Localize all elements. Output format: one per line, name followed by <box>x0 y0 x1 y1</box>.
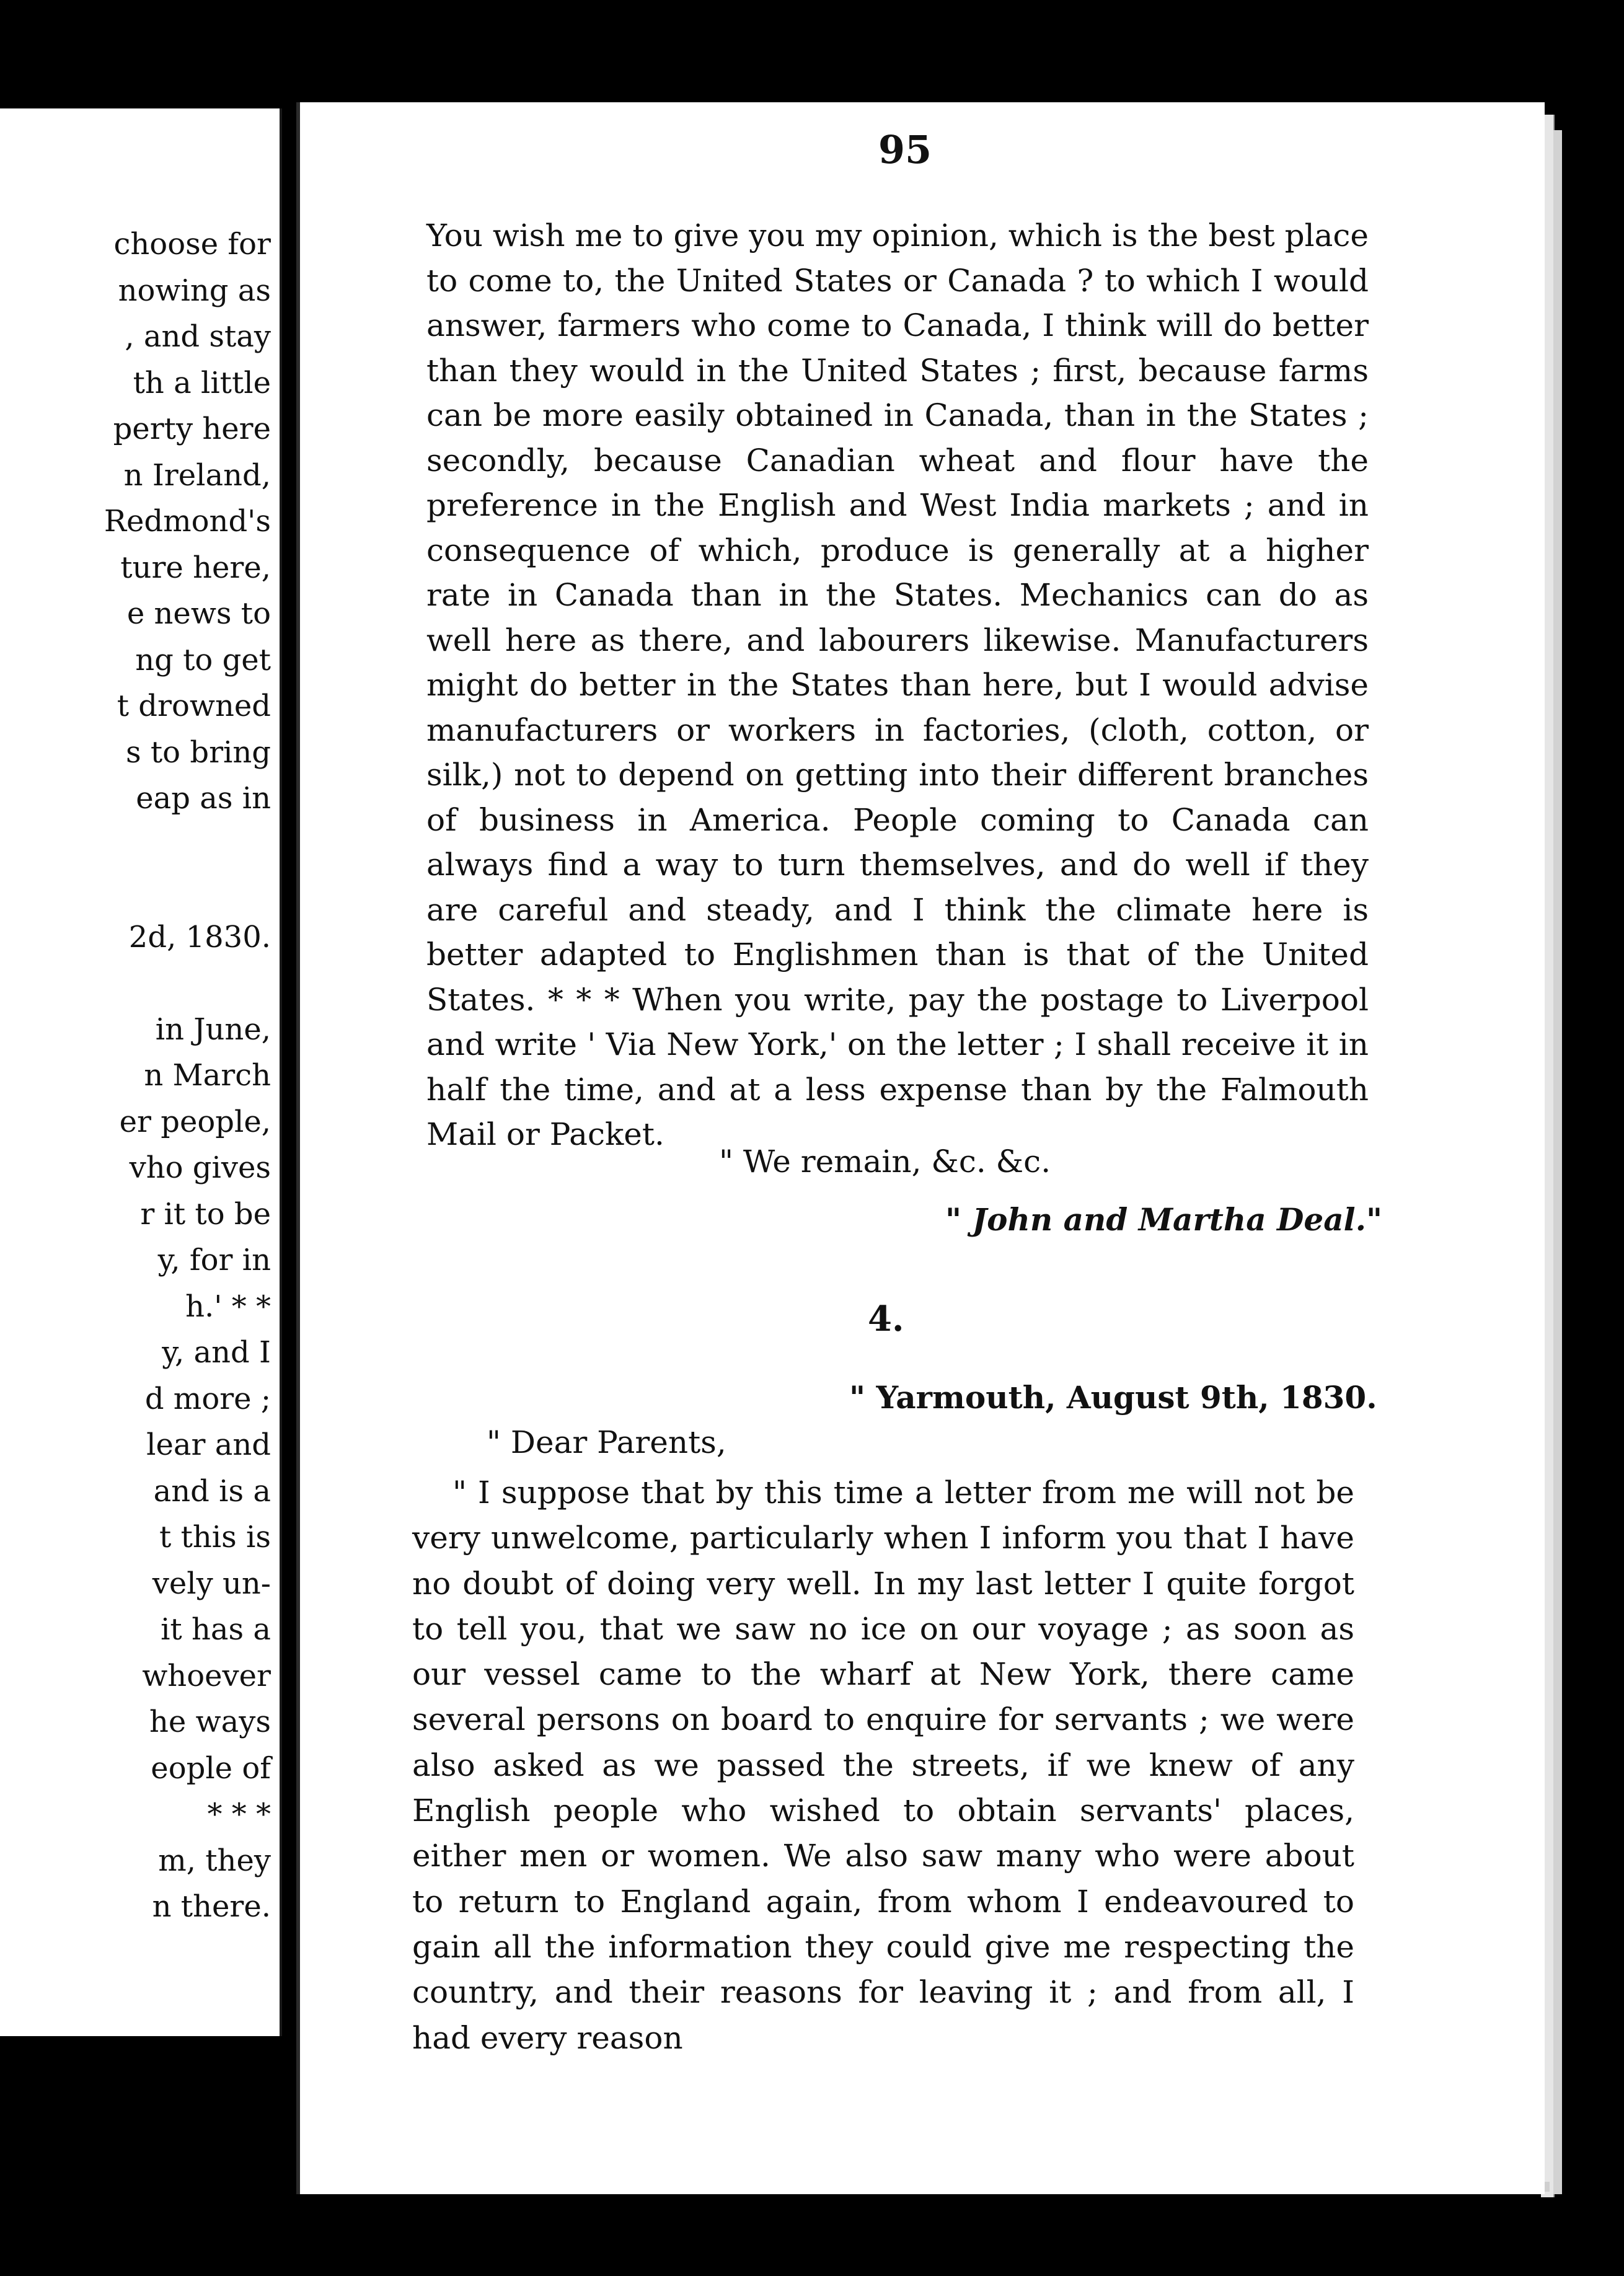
left-page-line: and is a <box>153 1473 271 1509</box>
letter-3-body <box>426 213 1369 1157</box>
left-page-line: eople of <box>151 1750 271 1786</box>
letter-number: 4. <box>868 1299 904 1339</box>
left-page-line: in June, <box>155 1012 271 1047</box>
left-page-line: n Ireland, <box>123 457 271 493</box>
left-page-line: nowing as <box>118 273 271 308</box>
left-page-line: 2d, 1830. <box>128 919 271 955</box>
left-page-line: ng to get <box>135 642 271 677</box>
letter-dateline: " Yarmouth, August 9th, 1830. <box>849 1379 1377 1416</box>
left-page-line: choose for <box>113 227 271 262</box>
left-page-line: perty here <box>113 412 271 446</box>
left-page-line: y, for in <box>157 1243 271 1277</box>
left-page-line: s to bring <box>126 734 271 770</box>
left-page-line: eap as in <box>136 781 271 816</box>
left-page-line: he ways <box>149 1705 271 1739</box>
left-page-line: n March <box>144 1058 271 1093</box>
left-page-line: th a little <box>133 365 271 400</box>
letter-4-body <box>412 1470 1354 2061</box>
left-page-line: it has a <box>161 1612 271 1647</box>
left-page-line: , and stay <box>125 319 271 354</box>
left-page-line: t drowned <box>117 689 271 723</box>
left-page-line: whoever <box>142 1658 271 1693</box>
left-page <box>0 108 282 2036</box>
letter-closing: " We remain, &c. &c. <box>719 1144 1051 1180</box>
left-page-line: vho gives <box>129 1150 271 1185</box>
left-page-line: d more ; <box>144 1381 271 1416</box>
left-page-line: y, and I <box>162 1335 271 1370</box>
left-page-line: h.' * * <box>185 1289 271 1324</box>
left-page-line: Redmond's <box>104 504 271 539</box>
letter-signature: " John and Martha Deal." <box>945 1201 1383 1238</box>
left-page-line: ture here, <box>120 550 271 585</box>
left-page-line: e news to <box>126 596 271 631</box>
letter-salutation: " Dear Parents, <box>487 1424 726 1460</box>
left-page-line: lear and <box>146 1427 271 1462</box>
page-number: 95 <box>878 127 932 172</box>
letter-4-paragraph: " I suppose that by this time a letter from me will not be very unwelcome, particularly when I inform you that I have no doubt of doing very well. In my last letter I quite forgot to tell you, that we saw no ice on our voyage ; as soon as our vessel came to the wharf at New York, there came several persons on board to enquire for servants ; we were also asked as we passed the streets, if we knew of any English people who wished to obtain servants' places, either men or women. We also saw many who were about to return to England again, from whom I endeavoured to gain all the information they could give me respecting the country, and their reasons for leaving it ; and from all, I had every reason <box>412 1475 1354 2056</box>
left-page-line: n there. <box>152 1889 271 1924</box>
left-page-gutter <box>280 108 282 2036</box>
letter-3-paragraph: You wish me to give you my opinion, which is the best place to come to, the United States or Canada ? to which I would answer, farmers who come to Canada, I think will do better than they would in the United States ; first, because farms can be more easily obtained in Canada, than in the States ; secondly, because Canadian wheat and flour have the preference in the English and West India markets ; and in consequence of which, produce is generally at a higher rate in Canada than in the States. Mechanics can do as well here as there, and labourers likewise. Manufacturers might do better in the States than here, but I would advise manufacturers or workers in factories, (cloth, cotton, or silk,) not to depend on getting into their different branches of business in America. People coming to Canada can always find a way to turn themselves, and do well if they are careful and steady, and I think the climate here is better adapted to Englishmen than is that of the United States. * * * When you write, pay the postage to Liverpool and write ' Via New York,' on the letter ; I shall receive it in half the time, and at a less expense than by the Falmouth Mail or Packet. <box>426 218 1369 1152</box>
left-page-line: er people, <box>119 1104 271 1139</box>
left-page-line: t this is <box>159 1520 271 1555</box>
page-edge-back <box>1553 130 1562 2194</box>
left-page-line: * * * <box>207 1797 271 1832</box>
left-page-line: r it to be <box>140 1196 271 1232</box>
left-page-line: m, they <box>158 1843 271 1878</box>
left-page-line: vely un- <box>152 1566 271 1601</box>
